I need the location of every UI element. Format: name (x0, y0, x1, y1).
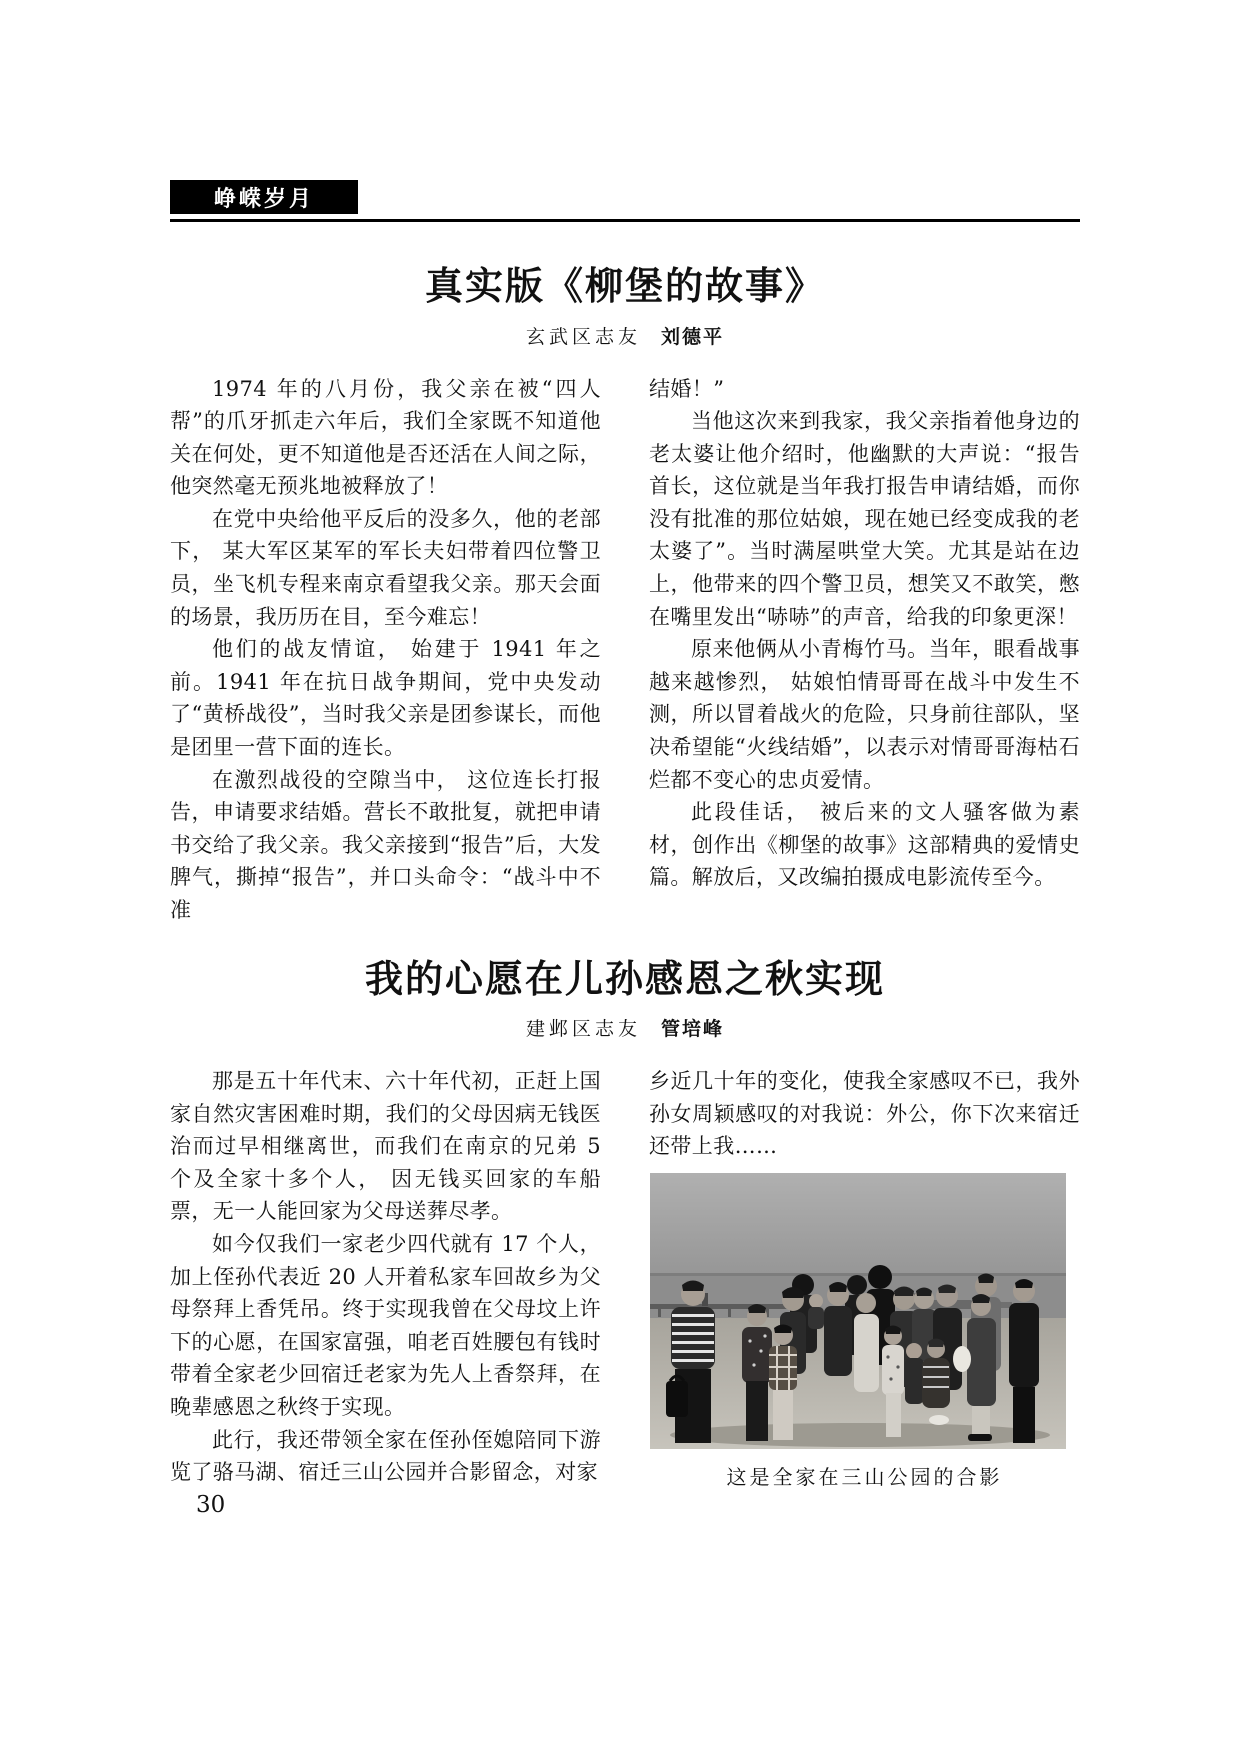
paragraph: 在激烈战役的空隙当中， 这位连长打报告，申请要求结婚。营长不敢批复，就把申请书交给了我父亲。我父亲接到“报告”后，大发脾气，撕掉“报告”，并口头命令：“战斗中不准 (170, 767, 601, 922)
paragraph: 如今仅我们一家老少四代就有 17 个人，加上侄孙代表近 20 人开着私家车回故乡为父母祭拜上香凭吊。终于实现我曾在父母坟上许下的心愿，在国家富强，咱老百姓腰包有钱时带着全家老少回宿迁老家为先人上香祭拜，在晚辈感恩之秋终于实现。 (170, 1232, 601, 1420)
article-2-affiliation: 建邺区志友 (525, 1018, 641, 1041)
paragraph: 此段佳话， 被后来的文人骚客做为素材，创作出《柳堡的故事》这部精典的爱情史篇。解放后，又改编拍摄成电影流传至今。 (649, 800, 1080, 890)
paragraph: 原来他俩从小青梅竹马。当年，眼看战事越来越惨烈， 姑娘怕情哥哥在战斗中发生不测，所以冒着战火的危险，只身前往部队，坚决希望能“火线结婚”，以表示对情哥哥海枯石烂都不变心的忠贞爱情。 (649, 637, 1080, 792)
page-number: 30 (196, 1492, 226, 1518)
section-badge (170, 180, 358, 214)
paragraph: 此行，我还带领全家在侄孙侄媳陪同下游览了骆马湖、宿迁三山公园并合影留念，对家 (170, 1427, 601, 1485)
header-rule (170, 219, 1080, 222)
paragraph: 1974 年的八月份，我父亲在被“四人帮”的爪牙抓走六年后，我们全家既不知道他关在何处，更不知道他是否还活在人间之际，他突然毫无预兆地被释放了！ (170, 376, 601, 499)
page-content (170, 0, 1080, 1493)
paragraph: 那是五十年代末、六十年代初，正赶上国家自然灾害困难时期，我们的父母因病无钱医治而过早相继离世，而我们在南京的兄弟 5 个及全家十多个人， 因无钱买回家的车船票，无一人能回家为父母送葬尽孝。 (170, 1069, 601, 1224)
article-1-author: 刘德平 (661, 325, 725, 348)
paragraph: 在党中央给他平反后的没多久，他的老部下， 某大军区某军的军长夫妇带着四位警卫员，坐飞机专程来南京看望我父亲。那天会面的场景，我历历在目，至今难忘！ (170, 506, 601, 629)
article-2-right-column (649, 1065, 1080, 1493)
article-1 (170, 262, 1080, 927)
photo-figure (649, 1173, 1080, 1494)
article-2-columns (170, 1065, 1080, 1493)
article-2-author: 管培峰 (661, 1018, 725, 1041)
article-2-title: 我的心愿在儿孙感恩之秋实现 (364, 955, 885, 1001)
article-1-byline (170, 322, 1080, 349)
article-2 (170, 955, 1080, 1494)
paragraph: 他们的战友情谊， 始建于 1941 年之前。1941 年在抗日战争期间，党中央发动了“黄桥战役”，当时我父亲是团参谋长，而他是团里一营下面的连长。 (170, 637, 601, 760)
article-2-byline (170, 1014, 1080, 1041)
paragraph: 结婚！” (649, 376, 725, 401)
article-1-affiliation: 玄武区志友 (525, 325, 641, 348)
article-2-left-column (170, 1065, 601, 1493)
paragraph: 乡近几十年的变化，使我全家感叹不已，我外孙女周颖感叹的对我说：外公，你下次来宿迁还带上我…… (649, 1069, 1080, 1159)
section-badge-label: 峥嵘岁月 (213, 186, 314, 212)
article-2-right-text (649, 1065, 1080, 1163)
article-1-title: 真实版《柳堡的故事》 (424, 263, 825, 308)
article-1-columns (170, 373, 1080, 927)
article-1-right-column (649, 373, 1080, 927)
family-photo (650, 1173, 1066, 1449)
photo-caption: 这是全家在三山公园的合影 (726, 1464, 1003, 1489)
article-1-left-column (170, 373, 601, 927)
paragraph: 当他这次来到我家，我父亲指着他身边的老太婆让他介绍时，他幽默的大声说：“报告首长，这位就是当年我打报告申请结婚，而你没有批准的那位姑娘，现在她已经变成我的老太婆了”。当时满屋哄堂大笑。尤其是站在边上，他带来的四个警卫员，想笑又不敢笑，憋在嘴里发出“哧哧”的声音，给我的印象更深！ (649, 409, 1080, 629)
